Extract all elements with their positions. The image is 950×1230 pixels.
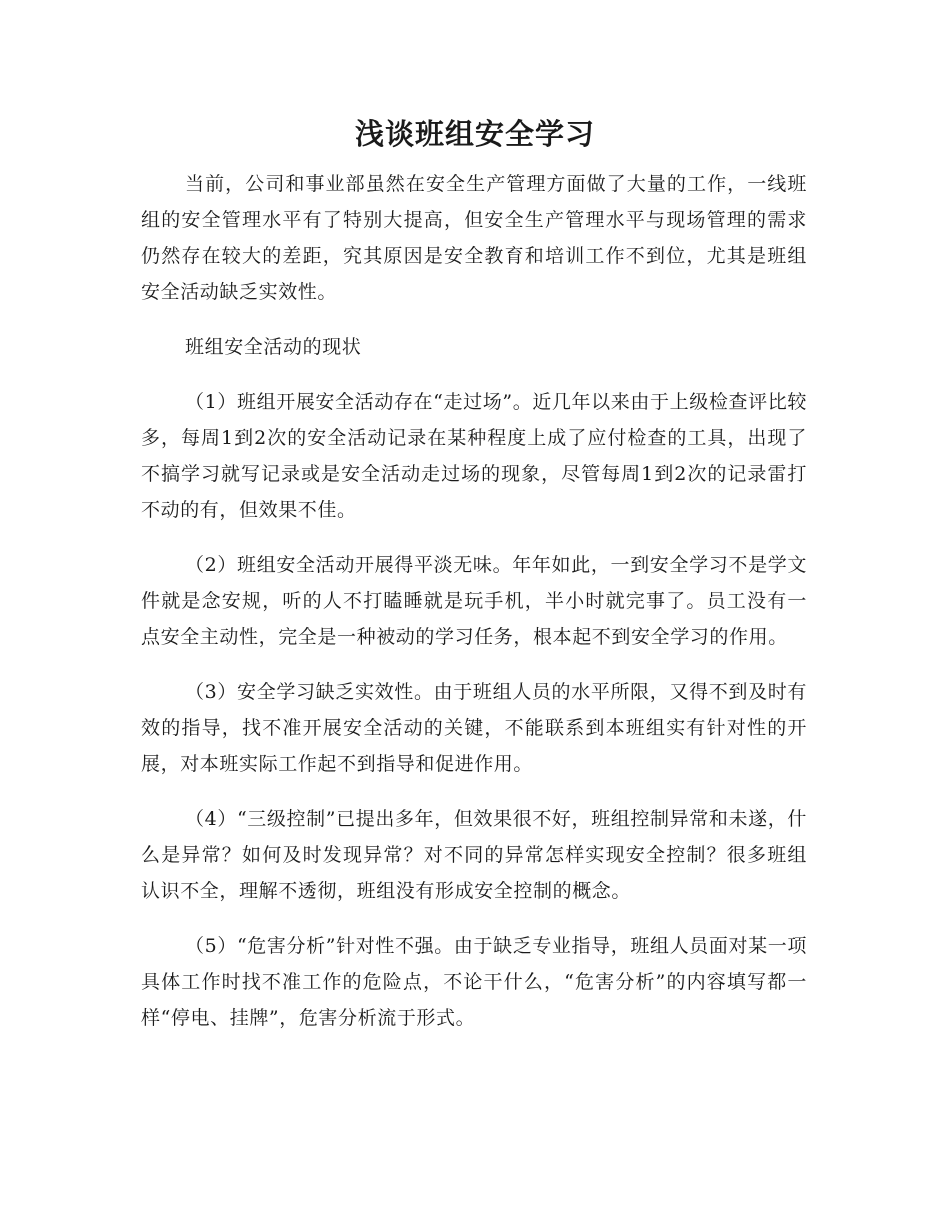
document-title: 浅谈班组安全学习 [354,117,595,151]
document-body [141,166,807,1055]
point-5-paragraph: （5）“危害分析”针对性不强。由于缺乏专业指导，班组人员面对某一项具体工作时找不准工作的危险点，不论干什么，“危害分析”的内容填写都一样“停电、挂牌”，危害分析流于形式。 [141,935,807,1029]
point-2-paragraph: （2）班组安全活动开展得平淡无味。年年如此，一到安全学习不是学文件就是念安规，听的人不打瞌睡就是玩手机，半小时就完事了。员工没有一点安全主动性，完全是一种被动的学习任务，根本起不到安全学习的作用。 [141,554,807,648]
point-3-paragraph: （3）安全学习缺乏实效性。由于班组人员的水平所限，又得不到及时有效的指导，找不准开展安全活动的关键，不能联系到本班组实有针对性的开展，对本班实际工作起不到指导和促进作用。 [141,681,807,775]
point-4-paragraph: （4）“三级控制”已提出多年，但效果很不好，班组控制异常和未遂，什么是异常？如何及时发现异常？对不同的异常怎样实现安全控制？很多班组认识不全，理解不透彻，班组没有形成安全控制的概念。 [141,808,807,902]
intro-paragraph: 当前，公司和事业部虽然在安全生产管理方面做了大量的工作，一线班组的安全管理水平有了特别大提高，但安全生产管理水平与现场管理的需求仍然存在较大的差距，究其原因是安全教育和培训工作不到位，尤其是班组安全活动缺乏实效性。 [141,173,807,303]
section-heading: 班组安全活动的现状 [185,336,362,358]
point-1-paragraph: （1）班组开展安全活动存在“走过场”。近几年以来由于上级检查评比较多，每周1到2次的安全活动记录在某种程度上成了应付检查的工具，出现了不搞学习就写记录或是安全活动走过场的现象，尽管每周1到2次的记录雷打不动的有，但效果不佳。 [141,391,807,521]
